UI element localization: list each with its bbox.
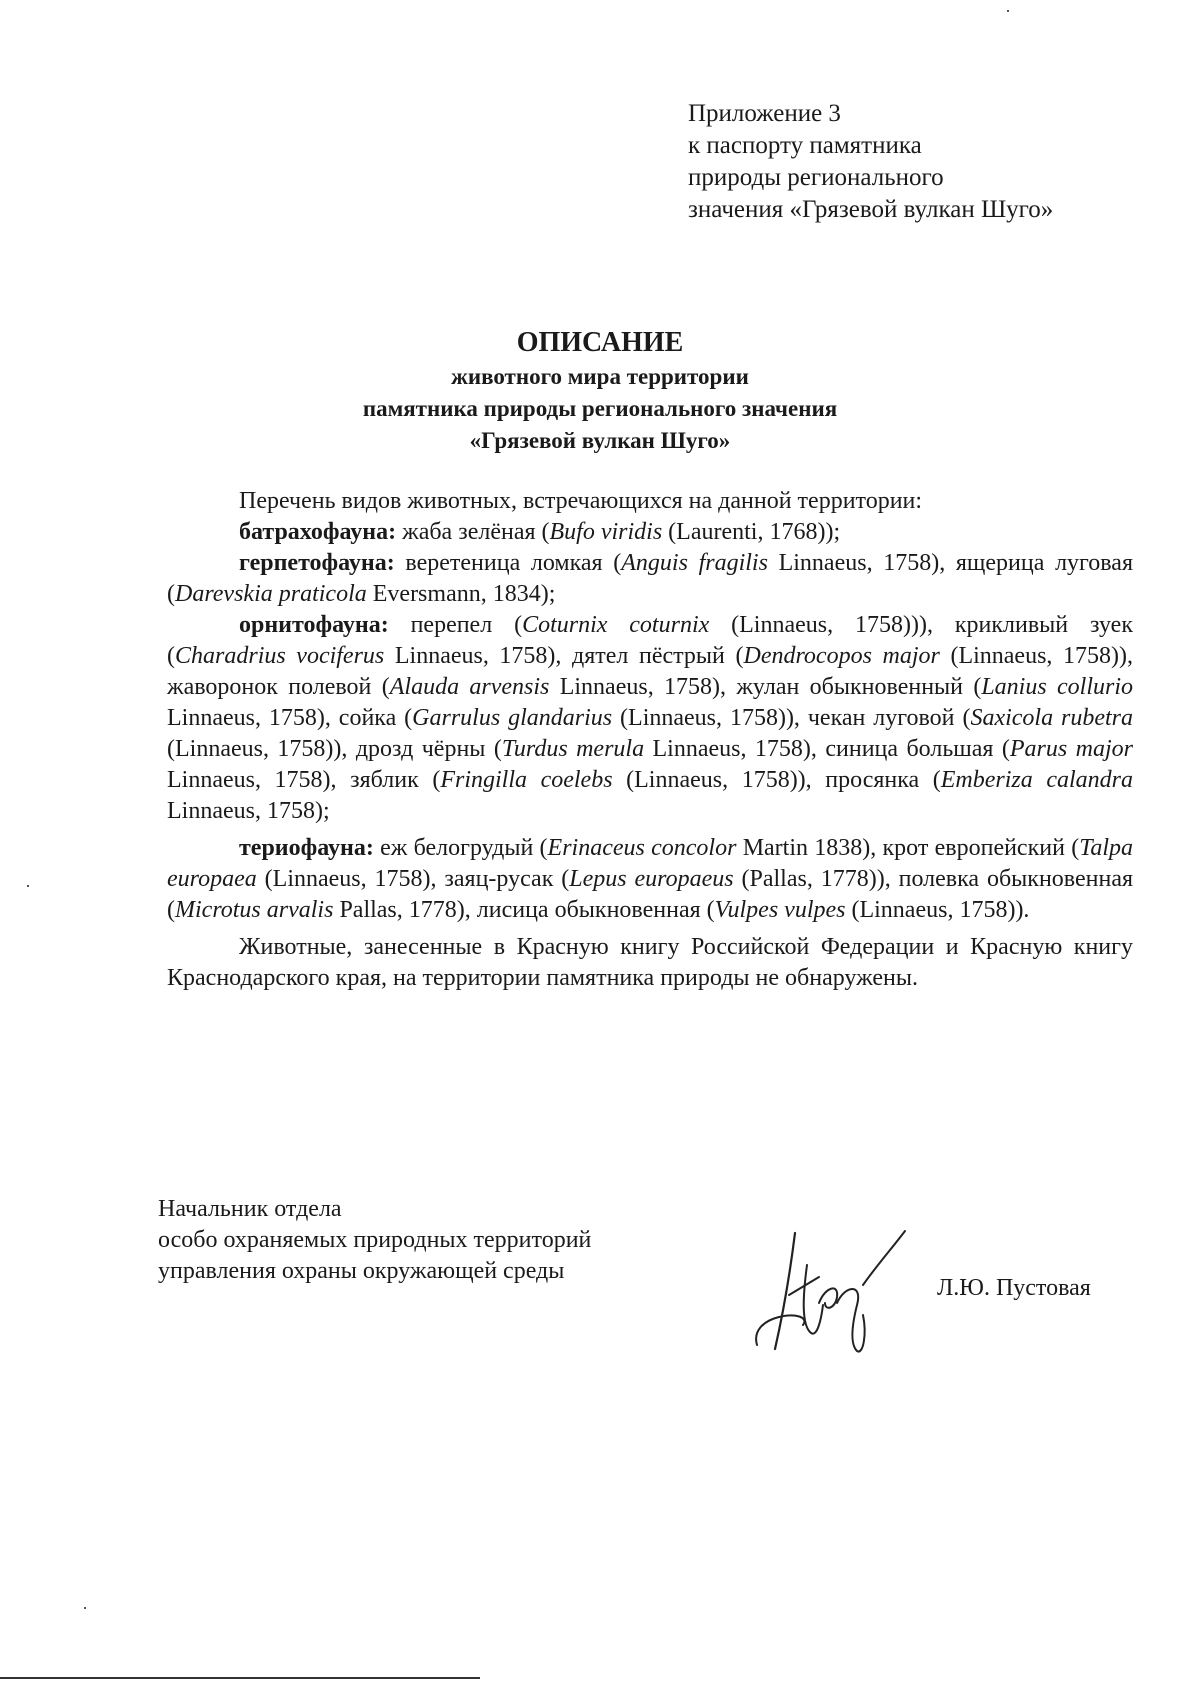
text-span: жаба зелёная ( xyxy=(396,519,550,545)
latin-name: Bufo viridis xyxy=(549,519,663,545)
title-line-4: «Грязевой вулкан Шуго» xyxy=(469,428,731,453)
annex-line-4: значения «Грязевой вулкан Шуго» xyxy=(688,196,1054,223)
latin-name: Emberiza calandra xyxy=(940,767,1134,793)
scan-speck xyxy=(1007,10,1009,12)
text-span: (Linnaeus, 1758))), крикливый зуек ( xyxy=(167,612,1133,669)
latin-name: Anguis fragilis xyxy=(621,550,768,576)
latin-name: Dendrocopos major xyxy=(743,643,940,669)
latin-name: Talpa europaea xyxy=(167,835,1133,892)
text-span: Martin 1838), крот европейский ( xyxy=(736,835,1080,861)
text-span: веретеница ломкая ( xyxy=(394,550,622,576)
annex-header xyxy=(688,98,1053,226)
text-span: Linnaeus, 1758), сойка ( xyxy=(167,705,413,731)
text-span: Pallas, 1778), лисица обыкновенная ( xyxy=(333,897,715,923)
text-span: Linnaeus, 1758), жулан обыкновенный ( xyxy=(549,674,982,700)
text-span: Eversmann, 1834); xyxy=(366,581,556,607)
signatory-line-1: Начальник отдела xyxy=(158,1196,342,1222)
text-span: Linnaeus, 1758), дятел пёстрый ( xyxy=(384,643,744,669)
latin-name: Garrulus glandarius xyxy=(412,705,613,731)
ornithofauna-paragraph xyxy=(167,610,1133,827)
conclusion-paragraph: Животные, занесенные в Красную книгу Российской Федерации и Красную книгу Краснодарского края, на территории памятника природы не обнаружены. xyxy=(167,934,1133,991)
batrachofauna-paragraph xyxy=(167,517,1133,548)
text-span: Linnaeus, 1758), ящерица луговая ( xyxy=(167,550,1133,607)
text-span: (Pallas, 1778)), полевка обыкновенная ( xyxy=(167,866,1134,923)
latin-name: Alauda arvensis xyxy=(389,674,550,700)
latin-name: Coturnix coturnix xyxy=(522,612,710,638)
latin-name: Vulpes vulpes xyxy=(714,897,846,923)
annex-line-1: Приложение 3 xyxy=(688,100,841,127)
scan-edge-line xyxy=(0,1677,480,1679)
batrachofauna-label: батрахофауна: xyxy=(239,519,397,545)
herpetofauna-label: герпетофауна: xyxy=(239,550,395,576)
signatory-line-2: особо охраняемых природных территорий xyxy=(158,1227,592,1253)
text-span: (Laurenti, 1768)); xyxy=(662,519,841,545)
latin-name: Lepus europaeus xyxy=(569,866,734,892)
signatory-position xyxy=(158,1194,591,1287)
latin-name: Saxicola rubetra xyxy=(970,705,1133,731)
theriofauna-paragraph xyxy=(167,833,1133,926)
annex-line-2: к паспорту памятника xyxy=(688,132,922,159)
annex-line-3: природы регионального xyxy=(688,164,944,191)
document-body xyxy=(167,486,1133,994)
text-span: (Linnaeus, 1758)). xyxy=(845,897,1030,923)
scan-speck xyxy=(27,885,29,887)
latin-name: Charadrius vociferus xyxy=(175,643,385,669)
title-main: ОПИСАНИЕ xyxy=(516,327,684,358)
latin-name: Turdus merula xyxy=(501,736,645,762)
text-span: Linnaeus, 1758), зяблик ( xyxy=(167,767,441,793)
text-span: Linnaeus, 1758), синица большая ( xyxy=(644,736,1010,762)
text-span: (Linnaeus, 1758)), дрозд чёрны ( xyxy=(167,736,502,762)
text-span: еж белогрудый ( xyxy=(373,835,548,861)
latin-name: Lanius collurio xyxy=(981,674,1134,700)
signatory-line-3: управления охраны окружающей среды xyxy=(158,1258,565,1284)
title-line-3: памятника природы регионального значения xyxy=(362,396,838,421)
title-line-2: животного мира территории xyxy=(451,364,749,389)
text-span: (Linnaeus, 1758), заяц-русак ( xyxy=(256,866,570,892)
handwritten-signature xyxy=(745,1225,915,1355)
latin-name: Erinaceus concolor xyxy=(547,835,737,861)
scan-speck xyxy=(84,1607,86,1609)
herpetofauna-paragraph xyxy=(167,548,1133,610)
latin-name: Microtus arvalis xyxy=(175,897,334,923)
ornithofauna-label: орнитофауна: xyxy=(239,612,389,638)
text-span: (Linnaeus, 1758)), чекан луговой ( xyxy=(612,705,971,731)
latin-name: Darevskia praticola xyxy=(175,581,367,607)
text-span: (Linnaeus, 1758)), жаворонок полевой ( xyxy=(167,643,1134,700)
theriofauna-label: териофауна: xyxy=(239,835,374,861)
latin-name: Fringilla coelebs xyxy=(440,767,613,793)
text-span: (Linnaeus, 1758)), просянка ( xyxy=(612,767,941,793)
document-title xyxy=(300,325,900,457)
signatory-name: Л.Ю. Пустовая xyxy=(937,1275,1091,1301)
text-span: Linnaeus, 1758); xyxy=(167,798,330,824)
text-span: перепел ( xyxy=(388,612,523,638)
intro-paragraph: Перечень видов животных, встречающихся на данной территории: xyxy=(239,488,923,514)
latin-name: Parus major xyxy=(1009,736,1134,762)
